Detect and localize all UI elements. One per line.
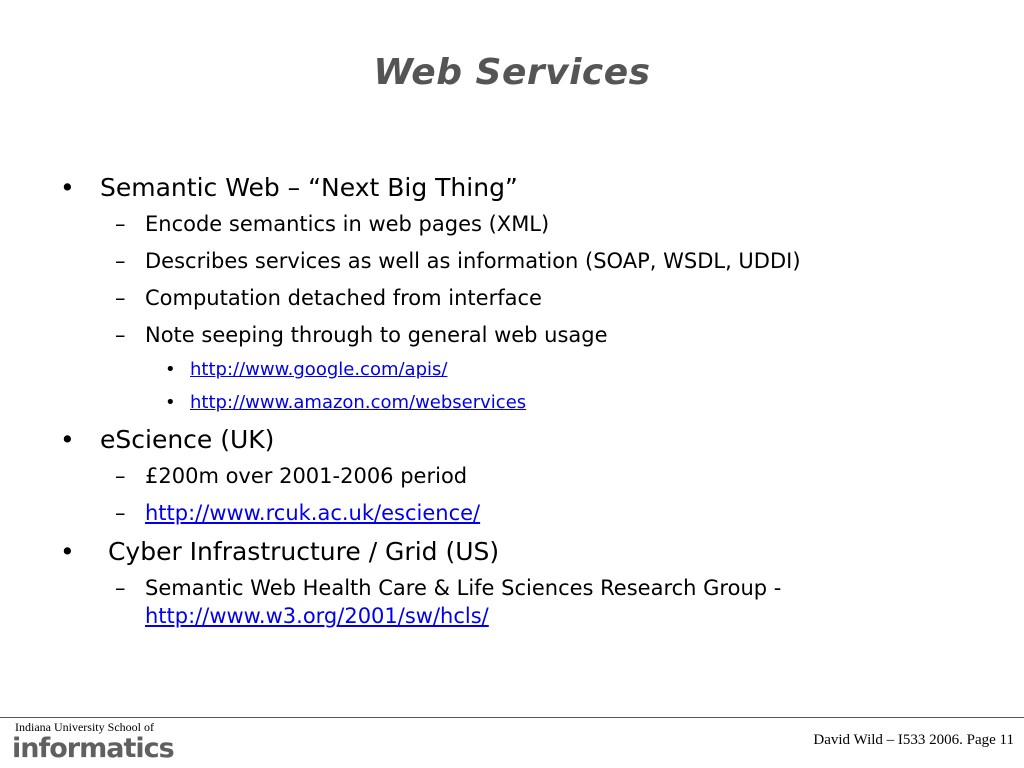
sub-bullet-text: Encode semantics in web pages (XML) <box>145 212 550 236</box>
bullet-marker: • <box>60 173 75 202</box>
w3c-hcls-link[interactable]: http://www.w3.org/2001/sw/hcls/ <box>145 604 489 628</box>
dash-marker: – <box>115 576 126 600</box>
bullet-semantic-web <box>60 172 990 204</box>
sub-bullet <box>100 321 990 349</box>
bullet-marker: • <box>165 392 176 413</box>
dash-marker: – <box>115 249 126 273</box>
link-item <box>145 358 990 382</box>
dash-marker: – <box>115 323 126 347</box>
sub-bullet-text: Computation detached from interface <box>145 286 542 310</box>
slide-title: Web Services <box>373 52 651 93</box>
sub-bullet-text: Semantic Web Health Care & Life Sciences Research Group - <box>145 576 782 600</box>
dash-marker: – <box>115 212 126 236</box>
sub-bullet-text: Note seeping through to general web usage <box>145 323 608 347</box>
sub-bullet-text: £200m over 2001-2006 period <box>145 464 468 488</box>
sub-bullet <box>100 462 990 490</box>
bullet-marker: • <box>165 359 176 380</box>
dash-marker: – <box>115 464 126 488</box>
amazon-webservices-link[interactable]: http://www.amazon.com/webservices <box>190 392 527 413</box>
rcuk-escience-link[interactable]: http://www.rcuk.ac.uk/escience/ <box>145 501 481 525</box>
bullet-text: Semantic Web – “Next Big Thing” <box>100 173 518 202</box>
footer-credit: David Wild – I533 2006. Page 11 <box>813 732 1014 748</box>
informatics-logo: informatics <box>12 733 174 764</box>
sub-bullet-text: Describes services as well as information (SOAP, WSDL, UDDI) <box>145 249 801 273</box>
sub-bullet <box>100 499 990 527</box>
link-item <box>145 391 990 415</box>
bullet-text: Cyber Infrastructure / Grid (US) <box>100 537 500 566</box>
google-apis-link[interactable]: http://www.google.com/apis/ <box>190 359 448 380</box>
footer-divider <box>0 717 1024 718</box>
bullet-cyber-infrastructure <box>60 536 990 568</box>
sub-bullet <box>100 284 990 312</box>
bullet-marker: • <box>60 537 75 566</box>
slide-content <box>60 172 990 639</box>
bullet-escience <box>60 424 990 456</box>
sub-bullet <box>100 247 990 275</box>
sub-bullet <box>100 574 990 630</box>
sub-bullet <box>100 210 990 238</box>
bullet-marker: • <box>60 425 75 454</box>
dash-marker: – <box>115 286 126 310</box>
footer-school-name: Indiana University School of <box>15 720 154 734</box>
dash-marker: – <box>115 501 126 525</box>
bullet-text: eScience (UK) <box>100 425 275 454</box>
